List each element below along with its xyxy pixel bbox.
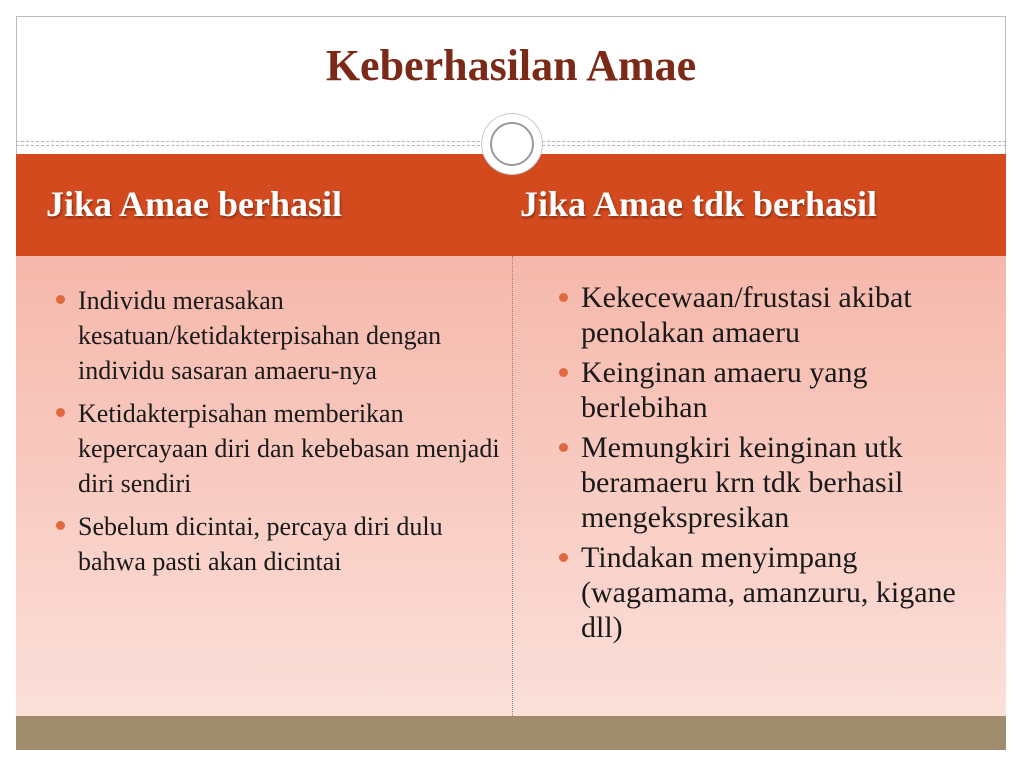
list-item [553, 430, 993, 535]
list-item [50, 283, 500, 388]
column-divider [512, 256, 513, 716]
slide-title: Keberhasilan Amae [325, 41, 697, 90]
column-header-success: Jika Amae berhasil [46, 184, 343, 224]
success-list [50, 283, 500, 587]
bullet-dot-icon [559, 293, 568, 302]
ring-ornament-inner [490, 122, 534, 166]
list-item [50, 396, 500, 501]
bullet-dot-icon [56, 521, 65, 530]
list-item-text: Sebelum dicintai, percaya diri dulu bahwa pasti akan dicintai [78, 512, 443, 576]
list-item-text: Tindakan menyimpang (wagamama, amanzuru, kigane dll) [581, 541, 956, 644]
list-item-text: Kekecewaan/frustasi akibat penolakan amaeru [581, 281, 912, 349]
bullet-dot-icon [559, 553, 568, 562]
ring-ornament-icon [482, 114, 542, 174]
list-item [553, 280, 993, 350]
bullet-dot-icon [559, 443, 568, 452]
list-item-text: Ketidakterpisahan memberikan kepercayaan diri dan kebebasan menjadi diri sendiri [78, 399, 500, 498]
bullet-dot-icon [559, 368, 568, 377]
column-header-failure: Jika Amae tdk berhasil [520, 184, 878, 224]
list-item [50, 509, 500, 579]
list-item-text: Keinginan amaeru yang berlebihan [581, 356, 868, 424]
bullet-dot-icon [56, 295, 65, 304]
list-item-text: Individu merasakan kesatuan/ketidakterpisahan dengan individu sasaran amaeru-nya [78, 286, 442, 385]
bullet-dot-icon [56, 408, 65, 417]
failure-list [553, 280, 993, 650]
footer-band [16, 716, 1006, 750]
list-item [553, 540, 993, 645]
list-item-text: Memungkiri keinginan utk beramaeru krn tdk berhasil mengekspresikan [581, 431, 904, 534]
list-item [553, 355, 993, 425]
